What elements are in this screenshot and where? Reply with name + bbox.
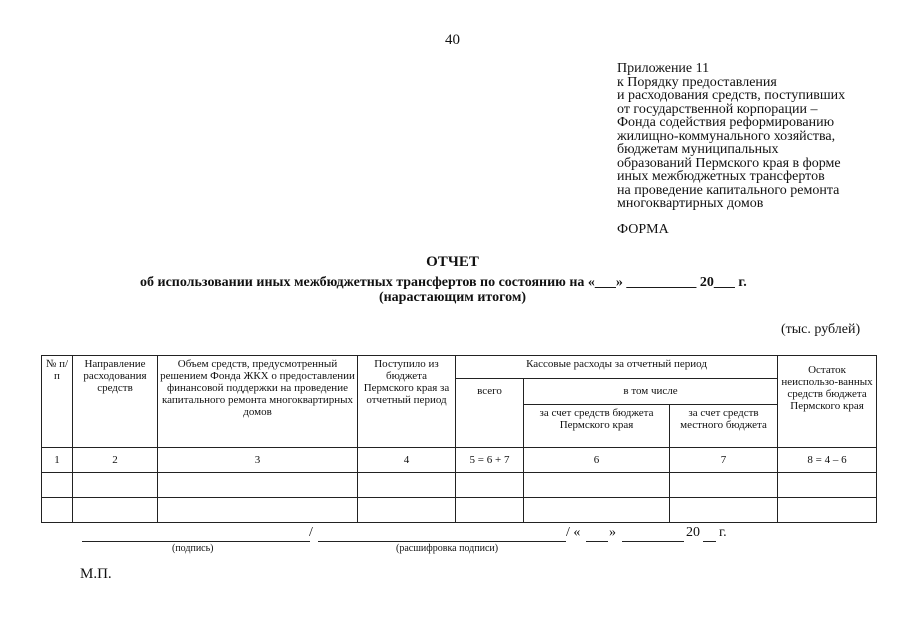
header-remainder: Остаток неиспользо-ванных средств бюджета Пермского края — [778, 356, 877, 448]
table-row — [42, 448, 877, 473]
table-cell[interactable] — [358, 473, 456, 498]
caption-signature: (подпись) — [172, 543, 214, 554]
signature-slash: / — [309, 525, 313, 540]
report-subtitle-cumulative: (нарастающим итогом) — [378, 290, 527, 305]
page-number: 40 — [445, 32, 460, 48]
table-cell[interactable] — [456, 498, 524, 523]
report-title: ОТЧЕТ — [426, 254, 479, 270]
header-num: № п/п — [42, 356, 73, 448]
report-subtitle: об использовании иных межбюджетных трансфертов по состоянию на «___» __________ 20___ г. — [140, 275, 747, 290]
column-number: 5 = 6 + 7 — [456, 448, 524, 473]
header-cash-expenses: Кассовые расходы за отчетный период — [456, 356, 778, 379]
column-number: 8 = 4 – 6 — [778, 448, 877, 473]
table-row — [42, 473, 877, 498]
header-received: Поступило из бюджета Пермского края за отчетный период — [358, 356, 456, 448]
column-number: 2 — [73, 448, 158, 473]
appendix-line: на проведение капитального ремонта — [617, 182, 840, 198]
table-cell[interactable] — [670, 473, 778, 498]
header-regional-budget: за счет средств бюджета Пермского края — [524, 405, 670, 448]
column-number: 3 — [158, 448, 358, 473]
date-year: 20 — [686, 525, 700, 540]
header-including: в том числе — [524, 379, 778, 405]
appendix-line: от государственной корпорации – — [617, 101, 818, 117]
table-cell[interactable] — [42, 473, 73, 498]
table-row — [42, 498, 877, 523]
appendix-line: жилищно-коммунального хозяйства, — [617, 128, 836, 144]
appendix-line: бюджетам муниципальных — [617, 142, 779, 157]
date-mid: » — [609, 525, 616, 540]
date-year-line[interactable] — [703, 541, 716, 542]
date-year-suffix: г. — [719, 525, 727, 540]
table-cell[interactable] — [158, 498, 358, 523]
table-cell[interactable] — [158, 473, 358, 498]
table-cell[interactable] — [524, 498, 670, 523]
appendix-block — [617, 62, 887, 211]
appendix-line: и расходования средств, поступивших — [617, 88, 846, 103]
appendix-line: к Порядку предоставления — [617, 74, 777, 90]
column-number: 6 — [524, 448, 670, 473]
table-cell[interactable] — [42, 498, 73, 523]
header-local-budget: за счет средств местного бюджета — [670, 405, 778, 448]
appendix-line: Фонда содействия реформированию — [617, 115, 835, 130]
table-cell[interactable] — [73, 473, 158, 498]
form-label: ФОРМА — [617, 222, 669, 237]
appendix-line: Приложение 11 — [617, 61, 710, 76]
appendix-line: иных межбюджетных трансфертов — [617, 169, 825, 184]
column-number: 7 — [670, 448, 778, 473]
table-cell[interactable] — [73, 498, 158, 523]
appendix-line: образований Пермского края в форме — [617, 155, 841, 171]
table-cell[interactable] — [778, 498, 877, 523]
header-total: всего — [456, 379, 524, 448]
table-cell[interactable] — [778, 473, 877, 498]
column-number: 4 — [358, 448, 456, 473]
table-cell[interactable] — [670, 498, 778, 523]
header-direction: Направление расходования средств — [73, 356, 158, 448]
stamp-place-label: М.П. — [80, 566, 112, 582]
units-label: (тыс. рублей) — [781, 322, 861, 337]
column-number: 1 — [42, 448, 73, 473]
caption-decoding: (расшифровка подписи) — [396, 543, 499, 554]
signature-line[interactable] — [82, 541, 310, 542]
table-cell[interactable] — [524, 473, 670, 498]
report-table — [41, 355, 877, 523]
date-month-line[interactable] — [622, 541, 684, 542]
signature-decoding-line[interactable] — [318, 541, 566, 542]
table-cell[interactable] — [358, 498, 456, 523]
appendix-line: многоквартирных домов — [617, 196, 764, 211]
table-cell[interactable] — [456, 473, 524, 498]
date-day-line[interactable] — [586, 541, 608, 542]
date-open: / « — [566, 525, 581, 540]
header-volume: Объем средств, предусмотренный решением Фонда ЖКХ о предоставлении финансовой поддержки на проведение капитального ремонта многоквартирных домов — [158, 356, 358, 448]
